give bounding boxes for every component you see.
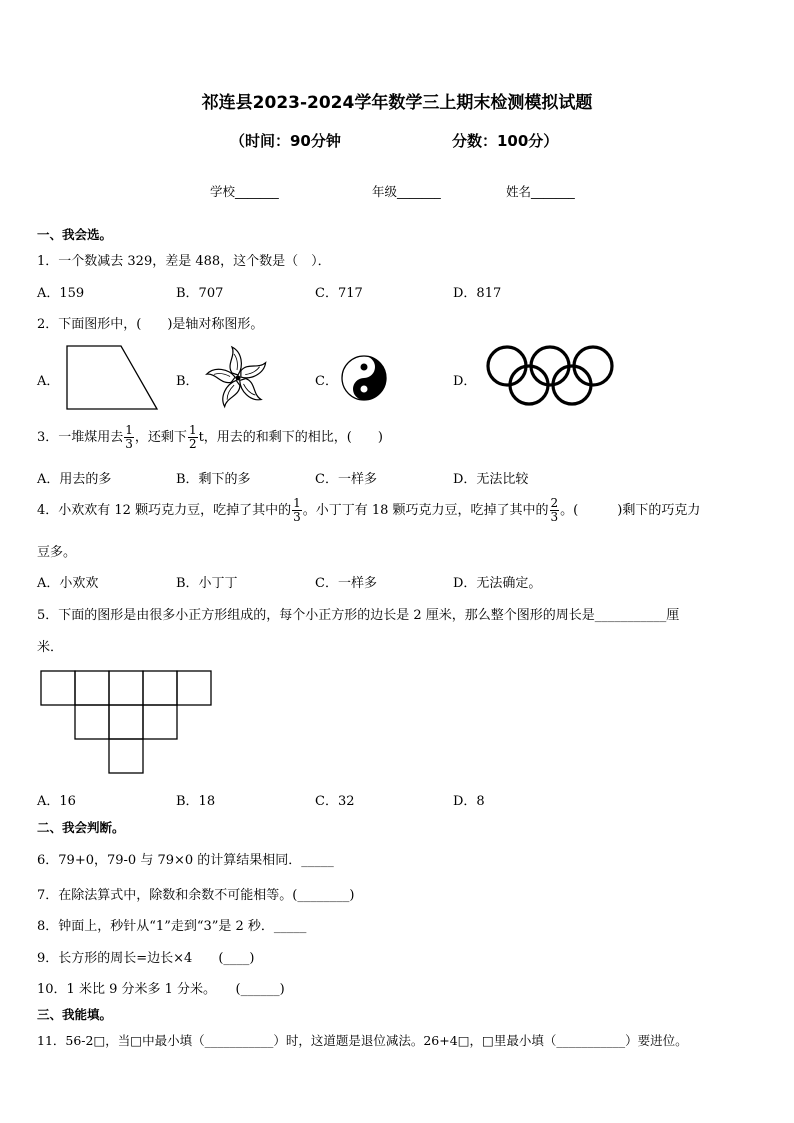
option-a: A．16: [37, 794, 76, 809]
section-heading-choice: 一、我会选。: [37, 227, 113, 242]
olympic-rings-figure: [484, 343, 618, 409]
question-3: 3．一堆煤用去 $\frac{1}{3}$ ，还剩下 $\frac{1}{2}$ t，用去的和剩下的相比，( ): [37, 423, 383, 451]
option-b: B．707: [176, 286, 224, 301]
option-c: C．一样多: [315, 576, 377, 591]
question-1: 1．一个数减去 329，差是 488，这个数是（ ）．: [37, 254, 331, 269]
question-9: 9．长方形的周长=边长×4 (____): [37, 951, 255, 966]
question-11: 11．56-2□，当□中最小填（___________）时，这道题是退位减法。26+4□，□里最小填（___________）要进位。: [37, 1033, 688, 1048]
squares-grid-figure: [39, 669, 215, 775]
option-a: A．小欢欢: [37, 576, 99, 591]
question-7: 7．在除法算式中，除数和余数不可能相等。(________): [37, 888, 355, 903]
question-10: 10．1 米比 9 分米多 1 分米。 (______): [37, 982, 285, 997]
option-d: D．8: [453, 794, 485, 809]
option-a: A．159: [37, 286, 85, 301]
question-4: 4．小欢欢有 12 颗巧克力豆，吃掉了其中的 $\frac{1}{3}$ 。小丁丁有 18 颗巧克力豆，吃掉了其中的 $\frac{2}{3}$ 。( )剩下的巧克力: [37, 496, 701, 524]
question-5-continued: 米．: [37, 640, 64, 655]
question-5: 5．下面的图形是由很多小正方形组成的，每个小正方形的边长是 2 厘米，那么整个图形的周长是___________厘: [37, 608, 680, 623]
option-c: C．一样多: [315, 472, 377, 487]
option-c: C．717: [315, 286, 363, 301]
trapezoid-figure: [64, 344, 160, 412]
fraction: $\frac{2}{3}$: [550, 496, 559, 524]
fraction: $\frac{1}{2}$: [188, 423, 197, 451]
option-b: B．: [176, 374, 199, 389]
option-c: C．: [315, 374, 338, 389]
option-a: A．用去的多: [37, 472, 112, 487]
fraction: $\frac{1}{3}$: [125, 423, 133, 451]
exam-score: 分数：100分）: [452, 132, 559, 150]
section-heading-fill: 三、我能填。: [37, 1007, 113, 1022]
question-4-continued: 豆多。: [37, 545, 77, 560]
option-a: A．: [37, 374, 60, 389]
exam-title: 祁连县2023-2024学年数学三上期末检测模拟试题: [201, 93, 593, 113]
grade-field[interactable]: 年级_______: [372, 184, 441, 199]
question-2: 2．下面图形中，( )是轴对称图形。: [37, 317, 264, 332]
question-6: 6．79+0，79-0 与 79×0 的计算结果相同．_____: [37, 853, 334, 868]
exam-time: （时间：90分钟: [230, 132, 341, 150]
option-d: D．817: [453, 286, 502, 301]
option-d: D．无法比较: [453, 472, 529, 487]
yin-yang-figure: [339, 353, 389, 403]
bauhinia-flower-figure: [202, 344, 274, 412]
option-b: B．18: [176, 794, 216, 809]
option-d: D．: [453, 374, 477, 389]
section-heading-judge: 二、我会判断。: [37, 820, 125, 835]
fraction: $\frac{1}{3}$: [293, 496, 301, 524]
school-field[interactable]: 学校_______: [210, 184, 279, 199]
name-field[interactable]: 姓名_______: [506, 184, 575, 199]
option-b: B．剩下的多: [176, 472, 251, 487]
question-8: 8．钟面上，秒针从“1”走到“3”是 2 秒．_____: [37, 919, 307, 934]
option-c: C．32: [315, 794, 355, 809]
option-d: D．无法确定。: [453, 576, 542, 591]
option-b: B．小丁丁: [176, 576, 238, 591]
